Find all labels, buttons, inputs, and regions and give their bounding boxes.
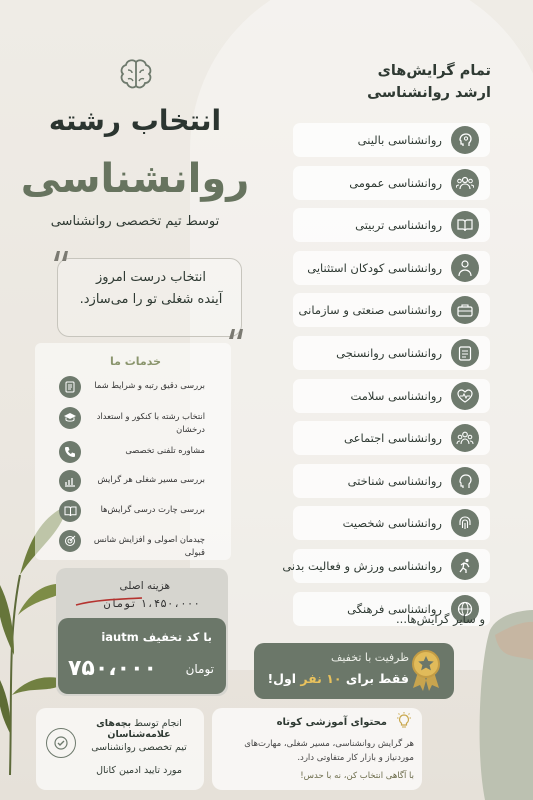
- service-item: [57, 530, 227, 556]
- clipboard-checklist-icon: [451, 339, 479, 367]
- team-line1-pre: انجام توسط: [134, 718, 182, 729]
- specializations-title: [311, 60, 491, 104]
- specialization-item[interactable]: [293, 379, 490, 413]
- specialization-label: روانشناسی فرهنگی: [347, 601, 442, 616]
- discounted-price: ۷۵۰،۰۰۰: [68, 656, 157, 681]
- specialization-item[interactable]: [293, 506, 490, 540]
- title-line-2: ارشد روانشناسی: [367, 85, 491, 101]
- capacity-pre: فقط برای: [345, 671, 409, 686]
- specialization-label: روانشناسی روانسنجی: [336, 345, 442, 360]
- specialization-item[interactable]: [293, 166, 490, 200]
- specialization-item[interactable]: [293, 123, 490, 157]
- specialization-label: روانشناسی کودکان استثنایی: [307, 260, 442, 275]
- capacity-post: اول!: [267, 671, 297, 686]
- verified-badge-icon: [46, 728, 76, 758]
- quote-line2: آینده شغلی تو را می‌سازد.: [79, 292, 223, 307]
- lightbulb-icon: [396, 712, 412, 730]
- specialization-label: روانشناسی صنعتی و سازمانی: [298, 303, 442, 318]
- specialization-item[interactable]: [293, 336, 490, 370]
- original-price-currency: تومان: [103, 597, 137, 610]
- content-slogan: با آگاهی انتخاب کن، نه با حدس!: [300, 771, 414, 781]
- specialization-item[interactable]: [293, 293, 490, 327]
- community-icon: [451, 424, 479, 452]
- main-heading-highlight: روانشناسی: [20, 156, 250, 202]
- specialization-label: روانشناسی شناختی: [347, 473, 442, 488]
- specialization-item[interactable]: [293, 421, 490, 455]
- discounted-currency: تومان: [185, 662, 214, 676]
- team-line3: مورد تایید ادمین کانال: [96, 765, 182, 776]
- briefcase-icon: [451, 296, 479, 324]
- quote-close-icon: [228, 328, 244, 340]
- service-text: بررسی مسیر شغلی هر گرایش: [97, 474, 205, 484]
- service-item: [57, 407, 227, 433]
- strikethrough-mark: [74, 596, 144, 608]
- quote-line1: انتخاب درست امروز: [95, 270, 207, 285]
- child-icon: [451, 254, 479, 282]
- original-price-label: هزینه اصلی: [119, 580, 170, 592]
- content-description: هر گرایش روانشناسی، مسیر شغلی، مهارت‌های موردنیاز و بازار کار متفاوتی دارد.: [244, 739, 414, 763]
- specialization-item[interactable]: [293, 208, 490, 242]
- service-item: [57, 441, 227, 467]
- quote-text: [71, 267, 231, 311]
- quote-box: [57, 258, 242, 337]
- discount-box: [58, 618, 226, 694]
- specialization-label: روانشناسی عمومی: [349, 175, 442, 190]
- specialization-label: روانشناسی بالینی: [357, 133, 442, 147]
- specializations-list: [282, 123, 490, 634]
- head-profile-icon: [451, 467, 479, 495]
- service-text: انتخاب رشته با کنکور و استعداد درخشان: [96, 411, 205, 434]
- service-text: مشاوره تلفنی تخصصی: [125, 445, 205, 455]
- star-badge-icon: [410, 648, 442, 692]
- service-item: [57, 500, 227, 526]
- capacity-line2: [267, 671, 409, 686]
- capacity-line1: ظرفیت با تخفیف: [330, 651, 409, 664]
- original-price-value: ۱،۴۵۰،۰۰۰: [140, 597, 200, 610]
- title-line-1: تمام گرایش‌های: [377, 63, 491, 79]
- specialization-label: روانشناسی ورزش و فعالیت بدنی: [282, 558, 442, 573]
- subtitle: توسط تیم تخصصی روانشناسی: [50, 214, 220, 229]
- content-title: محتوای آموزشی کوتاه: [276, 717, 387, 728]
- service-text: بررسی چارت درسی گرایش‌ها: [100, 504, 205, 514]
- services-title: خدمات ما: [109, 355, 161, 368]
- service-item: [57, 470, 227, 496]
- quote-open-icon: [53, 250, 69, 262]
- price-box: [56, 568, 228, 696]
- open-book-icon: [451, 211, 479, 239]
- running-icon: [451, 552, 479, 580]
- head-brain-icon: [451, 126, 479, 154]
- specialization-label: روانشناسی تربیتی: [355, 218, 442, 233]
- capacity-count: ۱۰ نفر: [300, 671, 342, 686]
- service-text: بررسی دقیق رتبه و شرایط شما: [94, 380, 205, 390]
- more-specializations: و سایر گرایش‌ها...: [396, 612, 485, 626]
- specialization-label: روانشناسی سلامت: [350, 388, 442, 403]
- heartbeat-icon: [451, 382, 479, 410]
- short-content-box: [212, 708, 422, 790]
- service-item: [57, 376, 227, 402]
- people-group-icon: [451, 169, 479, 197]
- fingerprint-icon: [451, 509, 479, 537]
- service-text: چیدمان اصولی و افزایش شانس قبولی: [93, 534, 205, 557]
- brain-icon: [118, 58, 154, 92]
- specialization-label: روانشناسی اجتماعی: [344, 431, 442, 446]
- specialization-label: روانشناسی شخصیت: [342, 516, 442, 531]
- team-line1: [80, 718, 198, 740]
- specialization-item[interactable]: [293, 251, 490, 285]
- specialization-item[interactable]: [293, 464, 490, 498]
- team-line1-bold: بچه‌های علامه‌شناسان: [96, 718, 171, 740]
- team-line2: تیم تخصصی روانشناسی: [91, 742, 187, 753]
- specialization-item[interactable]: [282, 549, 490, 583]
- main-heading: انتخاب رشته: [48, 104, 222, 137]
- discount-code: با کد تخفیف iautm: [101, 630, 212, 644]
